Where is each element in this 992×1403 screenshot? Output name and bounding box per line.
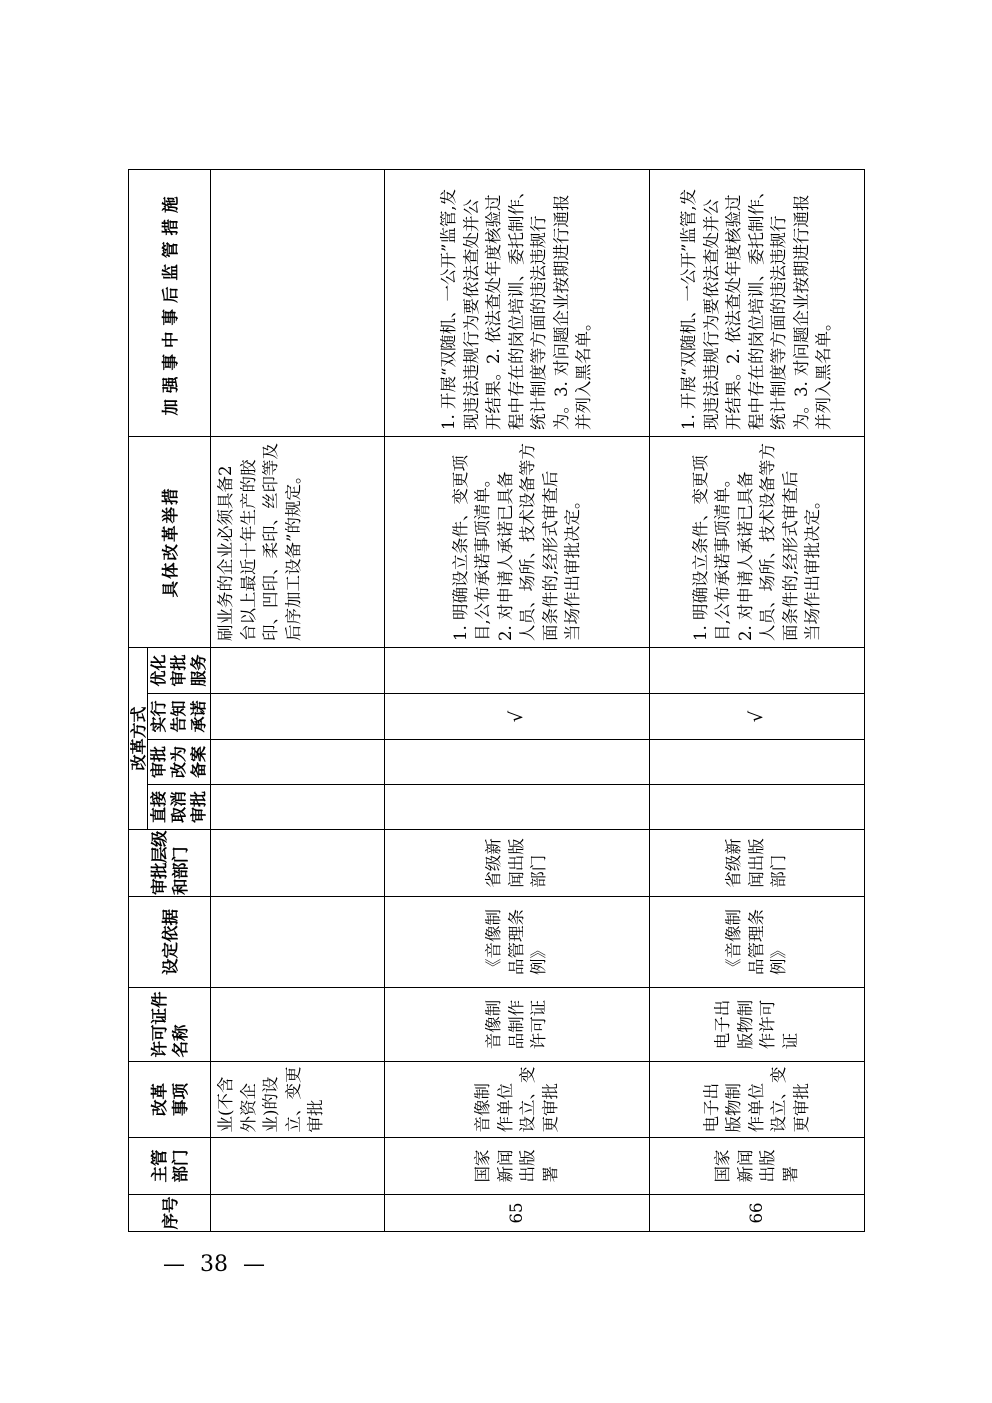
- reform-item-text: [215, 1067, 328, 1133]
- cell-basis: [650, 897, 865, 988]
- cell-method-optimize: [650, 647, 865, 693]
- header-method-filing-text: [149, 746, 209, 778]
- header-method-cancel-text: [149, 791, 209, 823]
- header-measures-text: [160, 486, 181, 597]
- header-measures: [129, 436, 211, 647]
- table-row: [650, 169, 865, 1231]
- text-line: 部门: [769, 854, 789, 888]
- text-line: 审批: [189, 791, 208, 824]
- text-line: 审批: [169, 654, 188, 687]
- cell-seq: [385, 1195, 650, 1232]
- text-line: 国家: [713, 1149, 732, 1183]
- header-license: [129, 988, 211, 1062]
- cell-item: [211, 1062, 385, 1138]
- text-line: 省级新: [484, 838, 504, 888]
- table-row: [385, 169, 650, 1231]
- legal-basis-text: [723, 909, 791, 975]
- cell-method-optimize: [211, 647, 385, 693]
- header-seq-text: [160, 1197, 181, 1230]
- approval-level-text: [483, 838, 551, 888]
- header-method-commitment-text: [149, 701, 209, 733]
- text-line: 业)的设: [261, 1076, 280, 1133]
- text-line: 署: [780, 1166, 800, 1183]
- text-line: 改革: [149, 1083, 169, 1116]
- cell-department: [650, 1138, 865, 1195]
- text-line: 证: [780, 1032, 800, 1050]
- text-line: 2. 对申请人承诺已具备: [735, 471, 755, 641]
- text-line: 审批: [149, 746, 168, 779]
- text-line: 刷业务的企业必须具备2: [216, 465, 235, 641]
- text-line: 人员、场所、技术设备等方: [518, 442, 537, 641]
- text-line: 作单位: [495, 1083, 515, 1133]
- header-basis-text: [160, 909, 181, 975]
- header-method-commitment: [148, 694, 211, 740]
- text-line: 设立、变: [769, 1066, 789, 1133]
- text-line: 开结果。2. 依法查处年度核验过: [484, 194, 504, 430]
- text-line: 版物制: [735, 999, 755, 1050]
- cell-measures: [385, 436, 650, 647]
- text-line: 作许可: [758, 999, 777, 1050]
- text-line: 序号: [160, 1196, 180, 1230]
- text-line: 当场作出审批决定。: [563, 492, 582, 641]
- text-line: 开结果。2. 依法查处年度核验过: [724, 194, 744, 430]
- page-number: — 38 —: [163, 1252, 265, 1277]
- cell-department: [211, 1138, 385, 1195]
- cell-department: [385, 1138, 650, 1195]
- text-line: 程中存在的岗位培训、委托制作、: [506, 182, 526, 430]
- text-line: 外资企: [238, 1083, 258, 1133]
- text-line: 电子出: [701, 1083, 721, 1133]
- reform-measures-text: [450, 443, 585, 641]
- cell-method-cancel: [211, 785, 385, 830]
- text-line: 取消: [169, 791, 188, 824]
- text-line: 《音像制: [724, 909, 744, 975]
- cell-method-commitment: [211, 694, 385, 740]
- text-line: 事项: [170, 1083, 190, 1116]
- text-line: 立、变更: [283, 1066, 303, 1133]
- cell-level: [385, 830, 650, 897]
- text-line: 设定依据: [160, 909, 180, 975]
- department-text: [472, 1150, 562, 1183]
- text-line: 许可证: [529, 999, 549, 1050]
- text-line: 审批: [306, 1099, 325, 1133]
- cell-measures: [211, 436, 385, 647]
- seq-number: 66: [746, 1202, 766, 1224]
- header-license-text: [149, 992, 191, 1058]
- text-line: 国家: [473, 1149, 492, 1183]
- text-line: 业(不含: [216, 1076, 235, 1133]
- header-supervision-text: [160, 190, 181, 415]
- text-line: 承诺: [189, 700, 208, 733]
- text-line: 更审批: [540, 1083, 560, 1133]
- header-department-text: [149, 1150, 191, 1183]
- text-line: 人员、场所、技术设备等方: [758, 442, 777, 641]
- license-name-text: [712, 1000, 802, 1050]
- text-line: 和部门: [170, 847, 190, 895]
- reform-measures-text: [215, 443, 305, 641]
- header-method-optimize: [148, 647, 211, 693]
- text-line: 目,公布承诺事项清单。: [713, 470, 732, 641]
- method-commitment-mark: √: [745, 710, 767, 723]
- text-line: 更审批: [791, 1083, 811, 1133]
- text-line: 例》: [529, 942, 549, 975]
- text-line: 品管理条: [506, 909, 526, 975]
- text-line: 1. 开展“双随机、一公开”监管,发: [679, 188, 699, 430]
- reform-measures-text: [690, 443, 825, 641]
- text-line: 闻出版: [746, 838, 766, 888]
- text-line: 部门: [529, 854, 549, 888]
- text-line: 程中存在的岗位培训、委托制作、: [746, 182, 766, 430]
- cell-supervision: [385, 169, 650, 436]
- text-line: 1. 明确设立条件、变更项: [450, 454, 470, 641]
- cell-license: [385, 988, 650, 1062]
- text-line: 出版: [758, 1149, 777, 1183]
- header-department: [129, 1138, 211, 1195]
- text-line: 优化: [149, 654, 168, 687]
- text-line: 例》: [769, 942, 789, 975]
- text-line: 音像制: [484, 999, 504, 1050]
- cell-supervision: [211, 169, 385, 436]
- text-line: 主管: [149, 1149, 169, 1183]
- text-line: 目,公布承诺事项清单。: [473, 470, 492, 641]
- seq-number: 65: [506, 1202, 526, 1224]
- license-name-text: [483, 1000, 551, 1050]
- cell-license: [650, 988, 865, 1062]
- reform-item-text: [701, 1067, 814, 1133]
- text-line: 电子出: [713, 999, 732, 1050]
- cell-method-commitment: [650, 694, 865, 740]
- cell-basis: [211, 897, 385, 988]
- header-seq: [129, 1195, 211, 1232]
- text-line: 版物制: [724, 1083, 744, 1133]
- cell-item: [650, 1062, 865, 1138]
- text-line: 印、凹印、柔印、丝印等及: [261, 442, 280, 641]
- text-line: 并列入黑名单。: [814, 314, 834, 430]
- text-line: 统计制度等方面的违法违规行: [529, 215, 549, 430]
- cell-method-cancel: [650, 785, 865, 830]
- text-line: 加强事中事后监管措施: [160, 190, 180, 416]
- department-text: [712, 1150, 802, 1183]
- text-line: 出版: [518, 1149, 537, 1183]
- cell-method-optimize: [385, 647, 650, 693]
- text-line: 告知: [169, 700, 188, 733]
- text-line: 音像制: [473, 1083, 492, 1133]
- header-basis: [129, 897, 211, 988]
- cell-method-cancel: [385, 785, 650, 830]
- header-method-filing: [148, 740, 211, 785]
- text-line: 并列入黑名单。: [574, 314, 594, 430]
- cell-level: [211, 830, 385, 897]
- reform-item-text: [472, 1067, 562, 1133]
- method-commitment-mark: √: [505, 710, 527, 723]
- legal-basis-text: [483, 909, 551, 975]
- header-row: [129, 169, 148, 1231]
- cell-level: [650, 830, 865, 897]
- header-level: [129, 830, 211, 897]
- text-line: 审批层级: [149, 831, 169, 895]
- text-line: 新闻: [495, 1149, 515, 1183]
- text-line: 新闻: [735, 1149, 755, 1183]
- cell-supervision: [650, 169, 865, 436]
- text-line: 统计制度等方面的违法违规行: [769, 215, 789, 430]
- text-line: 名称: [170, 1024, 190, 1058]
- text-line: 1. 明确设立条件、变更项: [690, 454, 710, 641]
- text-line: 实行: [149, 700, 168, 733]
- text-line: 面条件的,经形式审查后: [540, 470, 560, 641]
- text-line: 设立、变: [518, 1066, 537, 1133]
- text-line: 许可证件: [149, 991, 169, 1058]
- text-line: 为。3. 对问题企业按期进行通报: [791, 194, 811, 430]
- text-line: 现违法违规行为要依法查处并公: [701, 198, 721, 430]
- text-line: 作单位: [746, 1083, 766, 1133]
- cell-method-commitment: [385, 694, 650, 740]
- text-line: 为。3. 对问题企业按期进行通报: [551, 194, 571, 430]
- text-line: 品制作: [506, 999, 526, 1050]
- header-level-text: [149, 831, 191, 895]
- cell-method-filing: [211, 740, 385, 785]
- text-line: 《音像制: [484, 909, 504, 975]
- text-line: 2. 对申请人承诺已具备: [495, 471, 515, 641]
- text-line: 署: [540, 1166, 560, 1183]
- supervision-measures-text: [438, 182, 596, 430]
- cell-seq: [211, 1195, 385, 1232]
- reform-table: [128, 169, 865, 1232]
- text-line: 省级新: [724, 838, 744, 888]
- header-item: [129, 1062, 211, 1138]
- header-reform-method-text: 改革方式: [128, 706, 148, 771]
- text-line: 部门: [170, 1149, 190, 1183]
- text-line: 现违法违规行为要依法查处并公: [461, 198, 481, 430]
- rotated-table-wrapper: [128, 170, 864, 1232]
- text-line: 直接: [149, 791, 168, 824]
- approval-level-text: [723, 838, 791, 888]
- text-line: 台以上最近十年生产的胶: [238, 459, 258, 641]
- cell-seq: [650, 1195, 865, 1232]
- text-line: 改为: [169, 746, 188, 779]
- header-method-optimize-text: [149, 654, 209, 686]
- text-line: 服务: [189, 654, 208, 687]
- cell-license: [211, 988, 385, 1062]
- text-line: 后序加工设备”的规定。: [283, 467, 303, 641]
- header-method-cancel: [148, 785, 211, 830]
- header-item-text: [149, 1083, 191, 1116]
- cell-item: [385, 1062, 650, 1138]
- table-row: [211, 169, 385, 1231]
- text-line: 面条件的,经形式审查后: [780, 470, 800, 641]
- text-line: 当场作出审批决定。: [803, 492, 822, 641]
- text-line: 品管理条: [746, 909, 766, 975]
- text-line: 1. 开展“双随机、一公开”监管,发: [439, 188, 459, 430]
- text-line: 具体改革举措: [160, 486, 180, 598]
- cell-measures: [650, 436, 865, 647]
- header-reform-method: [129, 647, 148, 829]
- text-line: 备案: [189, 746, 208, 779]
- cell-basis: [385, 897, 650, 988]
- cell-method-filing: [650, 740, 865, 785]
- header-supervision: [129, 169, 211, 436]
- cell-method-filing: [385, 740, 650, 785]
- text-line: 闻出版: [506, 838, 526, 888]
- supervision-measures-text: [678, 182, 836, 430]
